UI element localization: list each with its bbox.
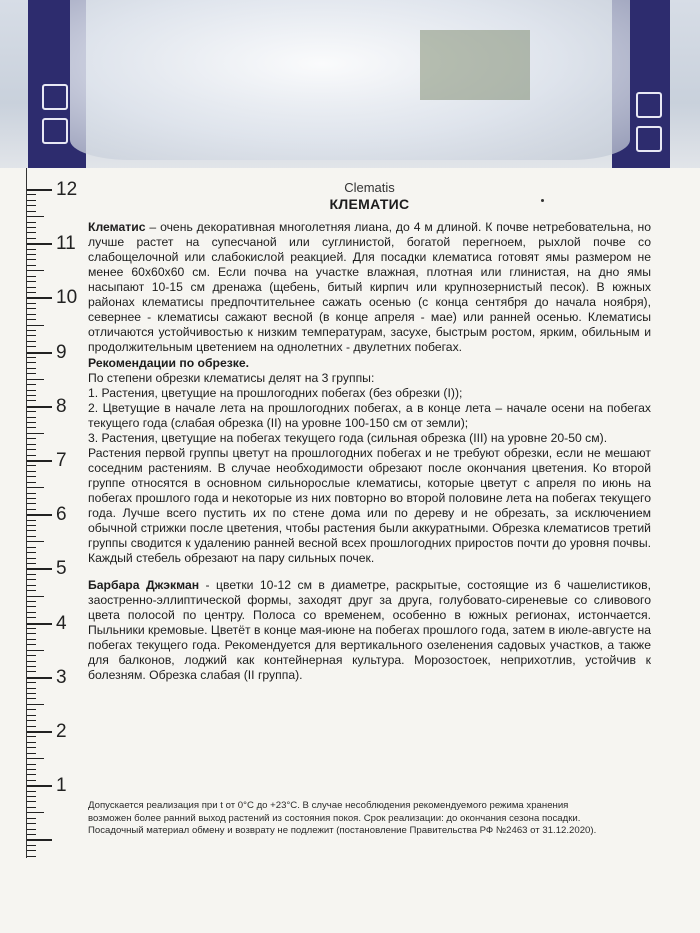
ruler-tick: [26, 427, 36, 428]
ruler-tick: [26, 688, 36, 689]
ruler-tick: [26, 238, 36, 239]
ruler-tick: [26, 346, 36, 347]
ruler-tick: [26, 807, 36, 808]
ruler-tick: [26, 509, 36, 510]
ruler-tick: [26, 460, 52, 462]
ruler-tick: [26, 341, 36, 342]
height-ruler: [0, 168, 80, 868]
ruler-tick: [26, 682, 36, 683]
ruler-tick: [26, 764, 36, 765]
ruler-tick: [26, 357, 36, 358]
ruler-tick: [26, 303, 36, 304]
ruler-tick: [26, 384, 36, 385]
ruler-tick: [26, 834, 36, 835]
intro-paragraph: [88, 220, 651, 355]
ruler-tick: [26, 785, 52, 787]
ruler-tick: [26, 335, 36, 336]
ruler-tick: [26, 753, 36, 754]
pruning-heading: Рекомендации по обрезке.: [88, 356, 250, 370]
ruler-tick: [26, 623, 52, 625]
ruler-tick: [26, 308, 36, 309]
ruler-tick: [26, 726, 36, 727]
ruler-tick: [26, 259, 36, 260]
ruler-tick: [26, 379, 44, 380]
ruler-tick: [26, 596, 44, 597]
ruler-tick: [26, 563, 36, 564]
ruler-tick: [26, 438, 36, 439]
ruler-tick: [26, 287, 36, 288]
pruning-group-2: 2. Цветущие в начале лета на прошлогодних побегах, а в конце лета – начале осени на побегах текущего года (слабая обрезка (II) на уровне 100-150 см от земли);: [88, 401, 651, 430]
ruler-tick: [26, 850, 36, 851]
ruler-tick: [26, 823, 36, 824]
ruler-number: 6: [56, 504, 67, 526]
ruler-tick: [26, 254, 36, 255]
ruler-number: 2: [56, 721, 67, 742]
ruler-tick: [26, 720, 36, 721]
ruler-tick: [26, 731, 52, 733]
pruning-icon: [636, 126, 662, 152]
ruler-tick: [26, 422, 36, 423]
ruler-tick: [26, 270, 44, 271]
ruler-tick: [26, 189, 52, 191]
ruler-tick: [26, 276, 36, 277]
ruler-tick: [26, 796, 36, 797]
ruler-tick: [26, 801, 36, 802]
ruler-tick: [26, 661, 36, 662]
spacer: [88, 566, 651, 578]
ruler-tick: [26, 362, 36, 363]
ruler-tick: [26, 200, 36, 201]
ruler-tick: [26, 715, 36, 716]
ruler-tick: [26, 297, 52, 299]
ruler-number: 9: [56, 341, 67, 363]
ruler-tick: [26, 709, 36, 710]
intro-text: – очень декоративная многолетняя лиана, до 4 м длиной. К почве нетребовательна, но лучше растет на супесчаной или суглинистой, богатой перегноем, рыхлой почве со слабощелочной или слабокислой реакцией. Для посадки клематиса готовят ямы размером не менее 60х60х60 см. Если почва на участке влажная, плотная или глинистая, на дно ямы насыпают 10-15 см дренажа (щебень, битый кирпич или крупнозернистый песок). В южных районах клематисы предпочтительнее сажать осенью (с конца сентября до начала ноября), севернее - клематисы сажают весной (в конце апреля - мае) или ранней осенью. Клематисы отличаются устойчивостью к низким температурам, засухе, быстрым ростом, ярким, обильным и продолжительным цветением на однолетних - двулетних побегах.: [88, 220, 651, 354]
ruler-number: 8: [56, 395, 67, 417]
pruning-group-3: 3. Растения, цветущие на побегах текущего года (сильная обрезка (III) на уровне 20-50 см).: [88, 431, 608, 445]
ruler-tick: [26, 769, 36, 770]
ruler-tick: [26, 493, 36, 494]
ruler-tick: [26, 536, 36, 537]
watering-icon: [42, 118, 68, 144]
ruler-tick: [26, 774, 36, 775]
ruler-tick: [26, 818, 36, 819]
ruler-tick: [26, 525, 36, 526]
ruler-number: 12: [56, 179, 78, 200]
description-block: [88, 180, 651, 683]
ruler-tick: [26, 211, 36, 212]
ruler-tick: [26, 677, 52, 679]
ruler-tick: [26, 780, 36, 781]
ruler-tick: [26, 395, 36, 396]
ruler-tick: [26, 791, 36, 792]
ruler-tick: [26, 601, 36, 602]
pruning-details: Растения первой группы цветут на прошлогодних побегах и не требуют обрезки, если не мешают соседним растениям. В случае необходимости обрезают после окончания цветения. Ко второй группе относятся в основном сильнорослые клематисы, которые цветут с апреля по июнь на побегах прошлого года и некоторые из них повторно во второй половине лета на побегах текущего года. Лучше всего пустить их по стене дома или по дереву и не обрезать, за исключением обычной стрижки после цветения, чтобы растения были аккуратными. Обрезка клематисов третий группы сводится к удалению ранней весной всех прошлогодних приростов почти до уровня почвы. Каждый стебель обрезают на пару сильных почек.: [88, 446, 651, 565]
ruler-tick: [26, 449, 36, 450]
ruler-tick: [26, 373, 36, 374]
package-photo: [420, 30, 530, 100]
ruler-tick: [26, 417, 36, 418]
ruler-tick: [26, 655, 36, 656]
ruler-tick: [26, 368, 36, 369]
ruler-tick: [26, 568, 52, 570]
ruler-tick: [26, 232, 36, 233]
ruler-tick: [26, 520, 36, 521]
ruler-spine: [26, 168, 27, 858]
ruler-tick: [26, 839, 52, 841]
ruler-tick: [26, 704, 44, 705]
pruning-group-1: 1. Растения, цветущие на прошлогодних побегах (без обрезки (I));: [88, 386, 463, 400]
ruler-tick: [26, 747, 36, 748]
ruler-number: 5: [56, 558, 67, 580]
ruler-tick: [26, 243, 52, 245]
ruler-tick: [26, 498, 36, 499]
ruler-tick: [26, 574, 36, 575]
ruler-tick: [26, 856, 36, 857]
ruler-tick: [26, 222, 36, 223]
ruler-tick: [26, 503, 36, 504]
ruler-tick: [26, 292, 36, 293]
storage-line-2: возможен более ранний выход растений из состояния покоя. Срок реализации: до окончания сезона посадки.: [88, 812, 581, 824]
ruler-tick: [26, 476, 36, 477]
ruler-tick: [26, 400, 36, 401]
ruler-tick: [26, 606, 36, 607]
page-title: КЛЕМАТИС: [329, 196, 410, 212]
ruler-tick: [26, 639, 36, 640]
ruler-tick: [26, 205, 36, 206]
ruler-tick: [26, 390, 36, 391]
ruler-tick: [26, 628, 36, 629]
variety-name: Барбара Джэкман: [88, 578, 200, 592]
ruler-tick: [26, 612, 36, 613]
ruler-tick: [26, 590, 36, 591]
ruler-tick: [26, 541, 44, 542]
ruler-tick: [26, 281, 36, 282]
ruler-tick: [26, 650, 44, 651]
ruler-tick: [26, 547, 36, 548]
ruler-tick: [26, 585, 36, 586]
ruler-tick: [26, 552, 36, 553]
ruler-tick: [26, 406, 52, 408]
ruler-tick: [26, 216, 44, 217]
ruler-tick: [26, 644, 36, 645]
ruler-number: 7: [56, 450, 67, 471]
ruler-tick: [26, 444, 36, 445]
ruler-tick: [26, 325, 44, 326]
ruler-tick: [26, 829, 36, 830]
plastic-bag: [70, 0, 630, 160]
storage-notice: [88, 800, 653, 838]
ruler-tick: [26, 693, 36, 694]
ruler-tick: [26, 471, 36, 472]
ruler-tick: [26, 514, 52, 516]
ruler-tick: [26, 455, 36, 456]
ruler-tick: [26, 812, 44, 813]
ruler-tick: [26, 465, 36, 466]
ruler-tick: [26, 698, 36, 699]
ruler-number: 1: [56, 775, 67, 797]
ruler-tick: [26, 845, 36, 846]
ruler-tick: [26, 671, 36, 672]
ruler-tick: [26, 265, 36, 266]
ruler-tick: [26, 579, 36, 580]
ruler-tick: [26, 617, 36, 618]
ruler-tick: [26, 736, 36, 737]
ruler-tick: [26, 487, 44, 488]
ruler-tick: [26, 314, 36, 315]
ruler-tick: [26, 330, 36, 331]
storage-line-1: Допускается реализация при t от 0°С до +23°С. В случае несоблюдения рекомендуемого режима хранения: [88, 800, 569, 811]
ruler-tick: [26, 227, 36, 228]
ruler-tick: [26, 758, 44, 759]
ruler-number: 4: [56, 612, 67, 634]
ruler-tick: [26, 530, 36, 531]
ruler-tick: [26, 558, 36, 559]
storage-line-3: Посадочный материал обмену и возврату не подлежит (постановление Правительства РФ №2463 от 31.12.2020).: [88, 825, 597, 836]
pruning-intro: По степени обрезки клематисы делят на 3 группы:: [88, 371, 375, 385]
gardener-icon: [636, 92, 662, 118]
ruler-tick: [26, 666, 36, 667]
ruler-tick: [26, 249, 36, 250]
ruler-tick: [26, 194, 36, 195]
variety-paragraph: [88, 578, 651, 683]
ruler-tick: [26, 742, 36, 743]
ruler-number: 10: [56, 287, 78, 309]
ruler-tick: [26, 482, 36, 483]
latin-name: Clematis: [344, 180, 395, 195]
ruler-tick: [26, 433, 44, 434]
intro-lead: Клематис: [88, 220, 146, 234]
ruler-tick: [26, 633, 36, 634]
ruler-tick: [26, 411, 36, 412]
shade-icon: [42, 84, 68, 110]
variety-text: - цветки 10-12 см в диаметре, раскрытые, состоящие из 6 чашелистиков, заостренно-эллиптической формы, заходят друг за друга, голубовато-сиреневые со сливового цвета полосой по центру. Полоса со временем, особенно в южных регионах, истончается. Пыльники кремовые. Цветёт в конце мая-июне на побегах прошлого года, затем в июле-августе на побегах текущего года. Рекомендуется для вертикального озеленения садовых участков, а также для балконов, лоджий как контейнерная культура. Морозостоек, неприхотлив, устойчив к болезням. Обрезка слабая (II группа).: [88, 578, 652, 682]
ruler-tick: [26, 352, 52, 354]
ruler-number: 3: [56, 666, 67, 688]
ruler-number: 11: [56, 233, 76, 255]
ruler-tick: [26, 319, 36, 320]
packaging-top: [0, 0, 700, 172]
